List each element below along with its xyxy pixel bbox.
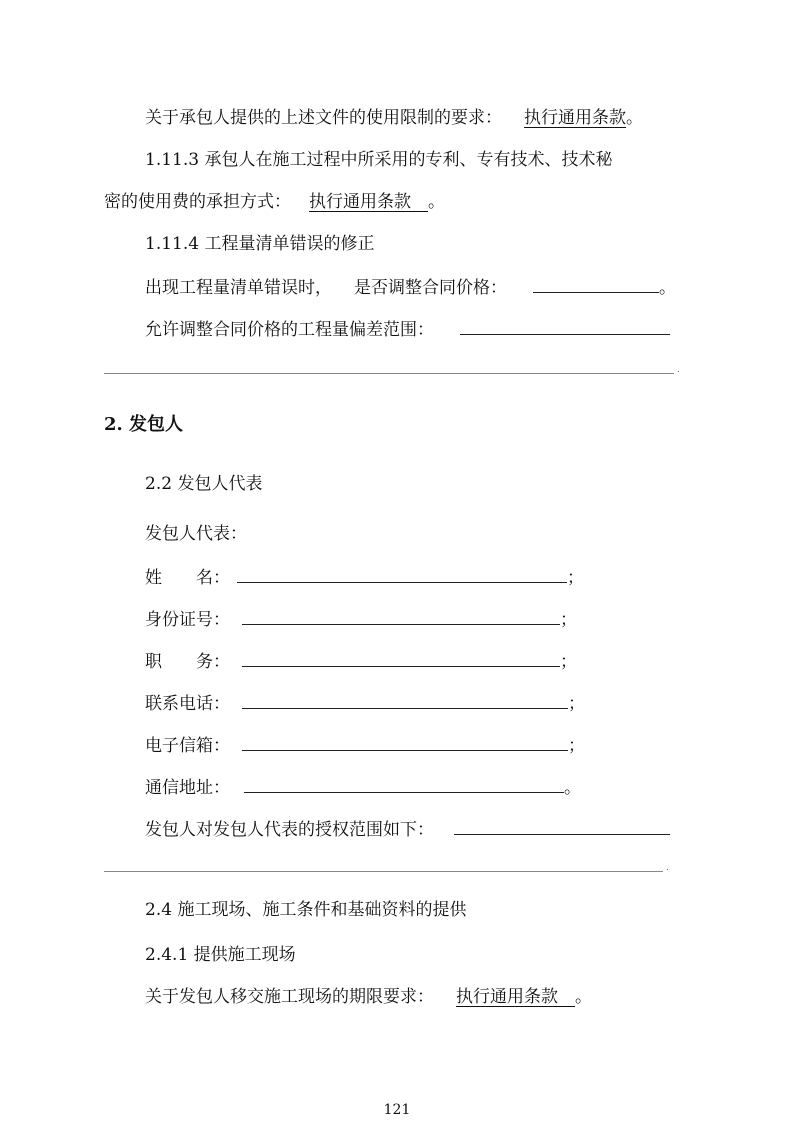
rep-email-label: 电子信箱： [145,736,230,756]
rep-address-field[interactable] [244,774,564,793]
clause-2-2-title: 2.2 发包人代表 [145,474,263,494]
employer-rep-intro: 发包人代表： [145,524,247,544]
period: 。 [626,108,643,128]
clause-1-11-4-title: 1.11.4 工程量清单错误的修正 [145,234,375,254]
rep-id-field[interactable] [242,606,560,625]
period: 。 [659,278,676,298]
rep-authority-field[interactable] [454,816,670,835]
quantity-deviation-line [145,316,670,342]
usage-restriction-label: 关于承包人提供的上述文件的使用限制的要求： [145,108,502,128]
semicolon: ； [568,736,585,756]
clause-1-11-3-line2 [104,190,445,214]
rep-id-row [145,606,577,632]
rep-address-label: 通信地址： [145,778,230,798]
dot-mark: . [666,863,669,873]
section-2-heading: 2. 发包人 [104,414,184,435]
semicolon: ； [568,694,585,714]
site-handover-line [145,985,592,1009]
rep-phone-row [145,690,585,716]
semicolon: ； [567,568,584,588]
clause-2-4-title: 2.4 施工现场、施工条件和基础资料的提供 [145,900,467,920]
rep-email-row [145,732,585,758]
semicolon: ； [560,652,577,672]
bill-error-label: 出现工程量清单错误时， [145,278,332,298]
patent-fee-label: 密的使用费的承担方式： [104,192,291,212]
clause-1-11-3-line1: 1.11.3 承包人在施工过程中所采用的专利、专有技术、技术秘 [145,150,613,170]
rep-phone-label: 联系电话： [145,694,230,714]
fill-line[interactable] [104,871,663,872]
rep-phone-field[interactable] [242,690,568,709]
site-handover-value: 执行通用条款 [456,987,558,1007]
site-handover-label: 关于发包人移交施工现场的期限要求： [145,987,434,1007]
rep-name-row [145,564,584,590]
rep-post-label: 职 务： [145,652,230,672]
clause-2-4-1-title: 2.4.1 提供施工现场 [145,945,296,965]
period: 。 [428,192,445,212]
rep-authority-row [145,816,670,842]
adjust-price-label: 是否调整合同价格： [354,278,507,298]
rep-address-row [145,774,581,800]
page-number: 121 [383,1102,411,1118]
usage-restriction-line [145,106,643,130]
rep-post-field[interactable] [242,648,560,667]
fill-line[interactable] [104,373,674,374]
rep-name-label: 姓 名： [145,568,230,588]
semicolon: ； [560,610,577,630]
patent-fee-value: 执行通用条款 [309,192,411,212]
rep-id-label: 身份证号： [145,610,230,630]
quantity-deviation-label: 允许调整合同价格的工程量偏差范围： [145,320,434,340]
rep-post-row [145,648,577,674]
period: 。 [575,987,592,1007]
bill-error-line [145,274,676,300]
dot-mark: . [677,365,680,375]
period: 。 [564,778,581,798]
usage-restriction-value: 执行通用条款 [524,108,626,128]
rep-email-field[interactable] [242,732,568,751]
rep-authority-label: 发包人对发包人代表的授权范围如下： [145,820,434,840]
quantity-deviation-field[interactable] [460,316,670,335]
adjust-price-field[interactable] [533,274,659,293]
rep-name-field[interactable] [237,564,567,583]
